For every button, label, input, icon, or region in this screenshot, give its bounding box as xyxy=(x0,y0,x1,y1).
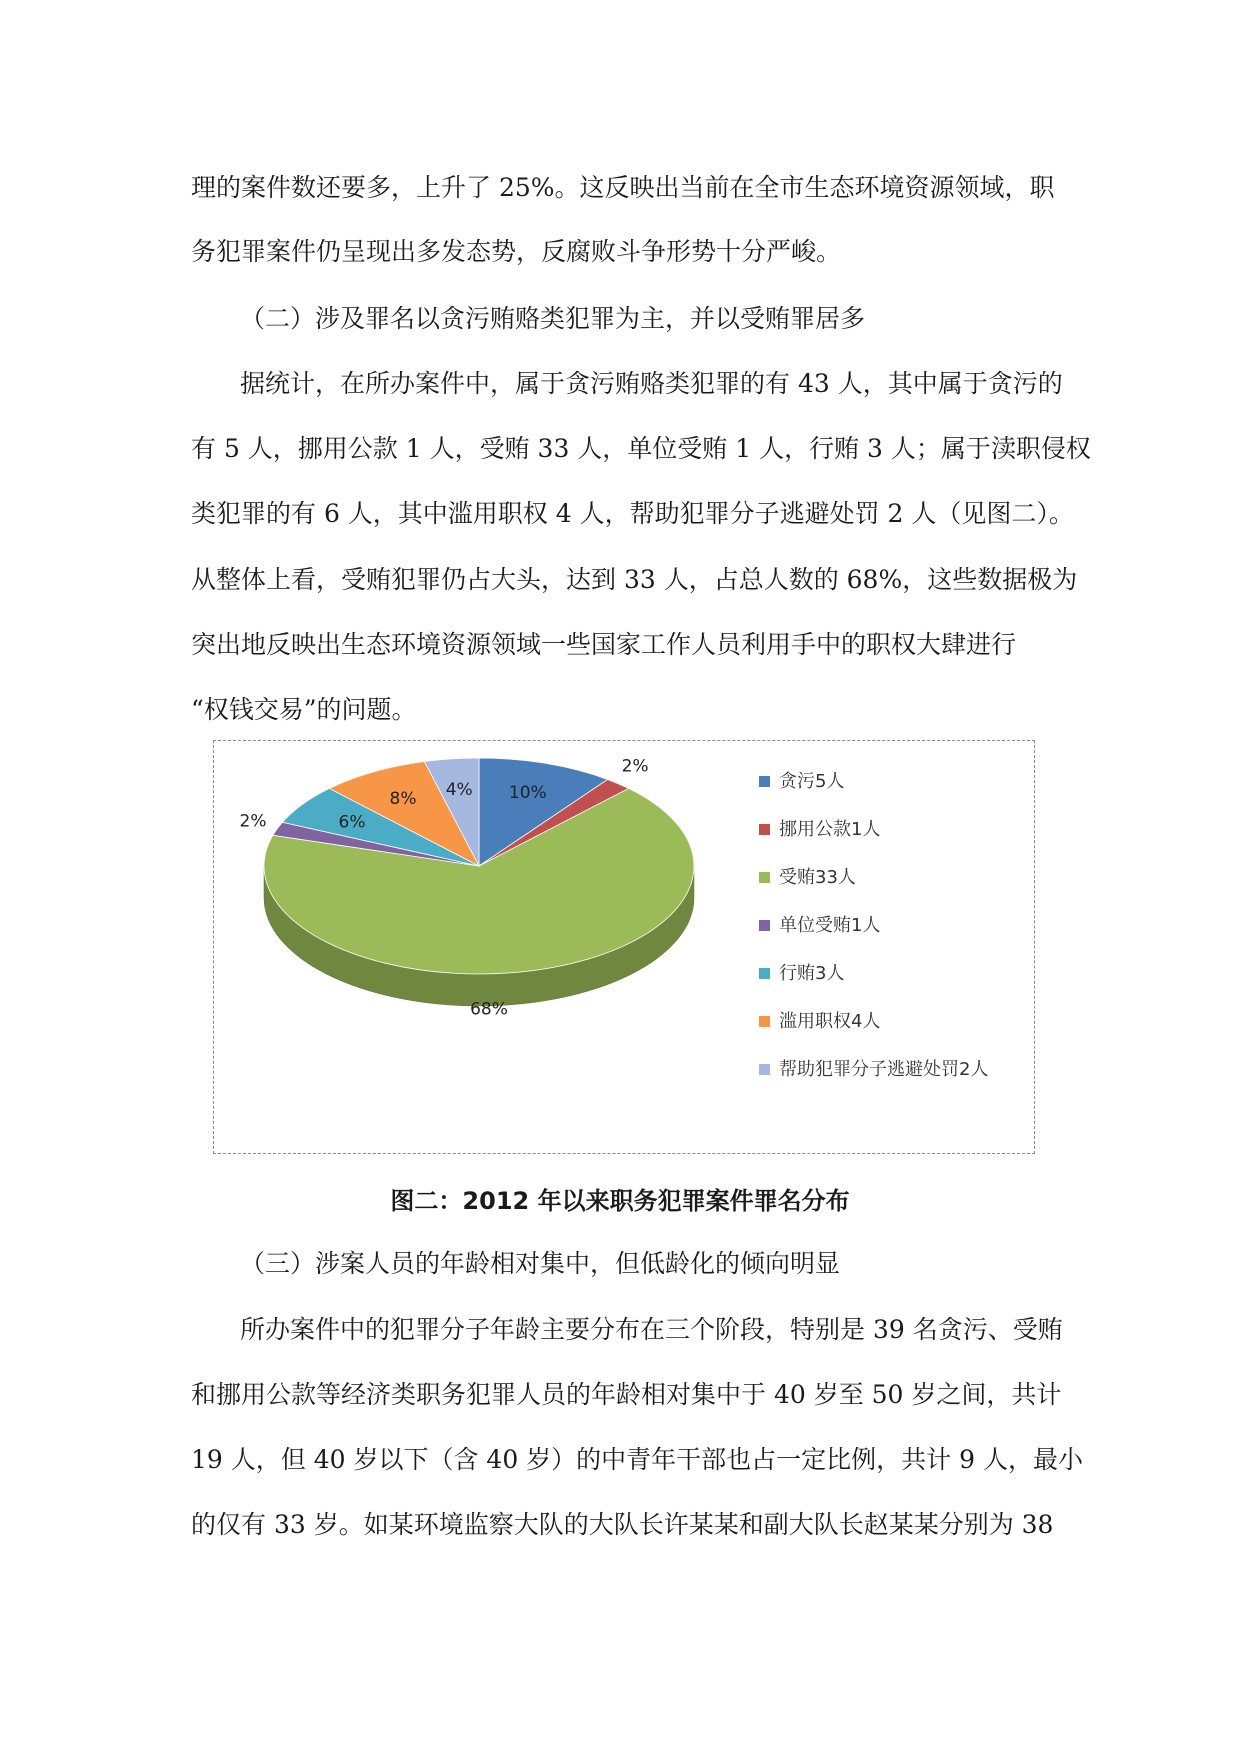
body-text-line: 务犯罪案件仍呈现出多发态势，反腐败斗争形势十分严峻。 xyxy=(191,237,842,266)
legend-swatch xyxy=(759,872,770,883)
section-heading-3: （三）涉案人员的年龄相对集中，但低龄化的倾向明显 xyxy=(240,1249,841,1278)
body-text-line: 从整体上看，受贿犯罪仍占大头，达到 33 人，占总人数的 68%，这些数据极为 xyxy=(191,565,1078,594)
slice-percent-label: 2% xyxy=(621,756,649,777)
pie-chart-figure xyxy=(213,740,1035,1154)
slice-percent-label: 6% xyxy=(338,812,366,833)
chart-legend xyxy=(759,771,1019,1107)
body-text-line: 突出地反映出生态环境资源领域一些国家工作人员利用手中的职权大肆进行 xyxy=(191,630,1017,659)
legend-item xyxy=(759,819,1019,867)
body-text-line: 的仅有 33 岁。如某环境监察大队的大队长许某某和副大队长赵某某分别为 38 xyxy=(191,1510,1054,1539)
legend-item xyxy=(759,1059,1019,1107)
legend-item xyxy=(759,1011,1019,1059)
body-text-line: 理的案件数还要多，上升了 25%。这反映出当前在全市生态环境资源领域，职 xyxy=(191,173,1055,202)
legend-label: 单位受贿1人 xyxy=(779,915,881,936)
slice-percent-label: 4% xyxy=(445,779,473,800)
slice-percent-label: 8% xyxy=(389,789,417,810)
pie-chart xyxy=(214,741,754,1153)
legend-swatch xyxy=(759,824,770,835)
slice-percent-label: 68% xyxy=(470,999,508,1020)
figure-caption: 图二：2012 年以来职务犯罪案件罪名分布 xyxy=(390,1187,850,1215)
body-text-line: “权钱交易”的问题。 xyxy=(191,695,417,724)
legend-swatch xyxy=(759,1064,770,1075)
legend-label: 滥用职权4人 xyxy=(779,1011,881,1032)
slice-percent-label: 2% xyxy=(239,811,267,832)
legend-label: 受贿33人 xyxy=(779,867,856,888)
legend-swatch xyxy=(759,776,770,787)
legend-item xyxy=(759,867,1019,915)
body-text-line: 19 人，但 40 岁以下（含 40 岁）的中青年干部也占一定比例，共计 9 人，最小 xyxy=(191,1445,1083,1474)
body-text-line: 类犯罪的有 6 人，其中滥用职权 4 人，帮助犯罪分子逃避处罚 2 人（见图二）。 xyxy=(191,499,1074,528)
legend-swatch xyxy=(759,1016,770,1027)
legend-label: 帮助犯罪分子逃避处罚2人 xyxy=(779,1059,989,1080)
legend-item xyxy=(759,915,1019,963)
legend-swatch xyxy=(759,968,770,979)
slice-percent-label: 10% xyxy=(508,783,547,804)
legend-item xyxy=(759,963,1019,1011)
legend-item xyxy=(759,771,1019,819)
legend-swatch xyxy=(759,920,770,931)
legend-label: 行贿3人 xyxy=(779,963,845,984)
body-text-line: 所办案件中的犯罪分子年龄主要分布在三个阶段，特别是 39 名贪污、受贿 xyxy=(240,1315,1063,1344)
legend-label: 贪污5人 xyxy=(779,771,845,792)
body-text-line: 和挪用公款等经济类职务犯罪人员的年龄相对集中于 40 岁至 50 岁之间，共计 xyxy=(191,1380,1062,1409)
legend-label: 挪用公款1人 xyxy=(779,819,881,840)
body-text-line: 据统计，在所办案件中，属于贪污贿赂类犯罪的有 43 人，其中属于贪污的 xyxy=(240,369,1063,398)
section-heading-2: （二）涉及罪名以贪污贿赂类犯罪为主，并以受贿罪居多 xyxy=(240,304,866,333)
body-text-line: 有 5 人，挪用公款 1 人，受贿 33 人，单位受贿 1 人，行贿 3 人；属于渎职侵权 xyxy=(191,434,1091,463)
